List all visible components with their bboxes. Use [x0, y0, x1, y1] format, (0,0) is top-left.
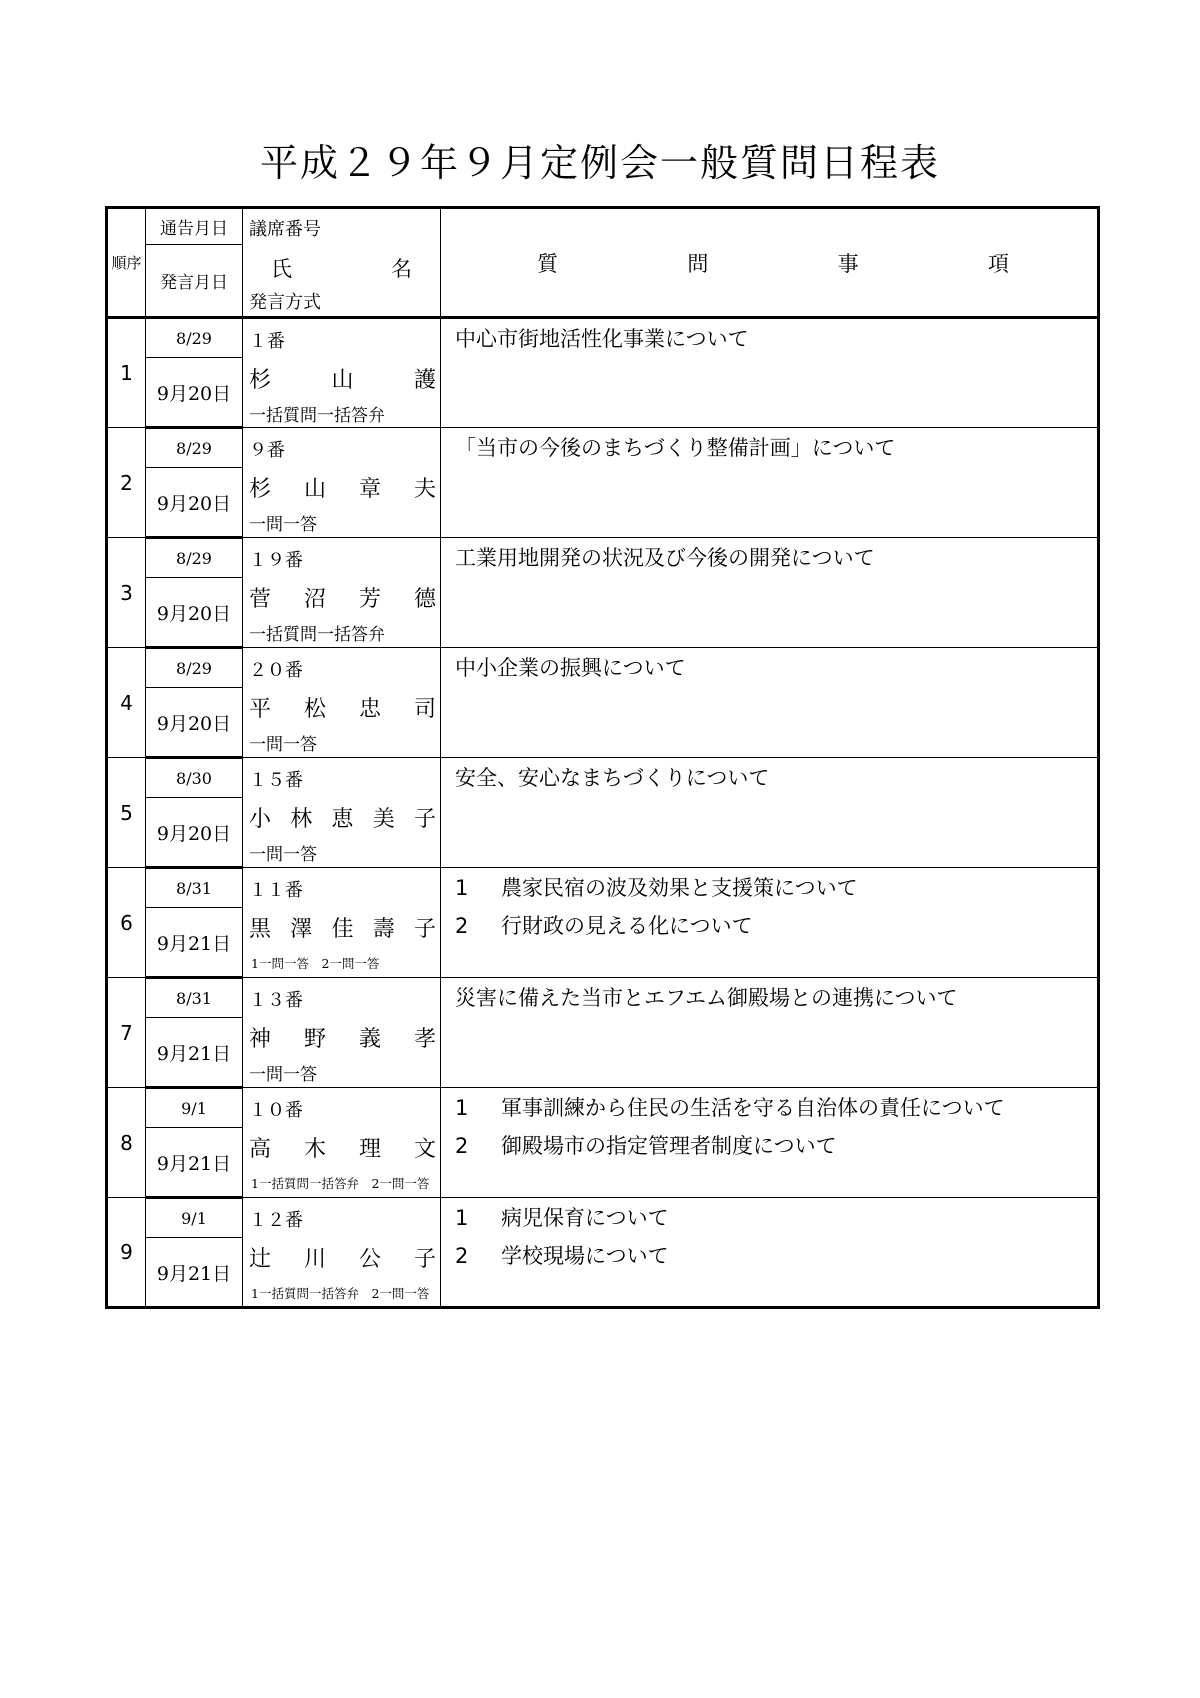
member-name-char: 子 — [413, 807, 436, 832]
table-row — [107, 538, 1099, 578]
member-name-char: 美 — [372, 807, 395, 832]
member-name — [249, 1022, 436, 1053]
member-cell — [243, 648, 441, 758]
seat-number: １３番 — [249, 990, 303, 1011]
member-name-char: 澤 — [290, 917, 313, 942]
topic-text: 災害に備えた当市とエフエム御殿場との連携について — [455, 986, 958, 1010]
row-order: 8 — [107, 1088, 146, 1198]
topic-number: 1 — [455, 1096, 469, 1120]
notice-date: 9/1 — [146, 1088, 243, 1128]
header-name-char: 名 — [391, 257, 412, 281]
speech-method: 一問一答 — [249, 735, 317, 755]
topic-item — [455, 766, 1097, 804]
member-cell — [243, 758, 441, 868]
topic-cell — [441, 1088, 1099, 1198]
header-speech-date: 発言月日 — [146, 245, 243, 318]
header-topic-char: 項 — [987, 251, 1009, 276]
header-seat: 議席番号 — [249, 219, 321, 240]
topic-text: 「当市の今後のまちづくり整備計画」について — [455, 436, 896, 460]
topic-cell — [441, 1198, 1099, 1308]
speech-date: 9月20日 — [146, 798, 243, 868]
member-name — [249, 472, 436, 503]
member-name-char: 佳 — [331, 917, 354, 942]
row-order: 2 — [107, 428, 146, 538]
member-name — [249, 692, 436, 723]
header-topic-char: 問 — [687, 251, 709, 276]
speech-date: 9月21日 — [146, 1128, 243, 1198]
table-row — [107, 1088, 1099, 1128]
speech-method: 一問一答 — [249, 845, 317, 865]
header-order: 順序 — [107, 208, 146, 318]
member-cell — [243, 428, 441, 538]
notice-date: 8/31 — [146, 978, 243, 1018]
row-order: 6 — [107, 868, 146, 978]
topic-text: 中心市街地活性化事業について — [455, 327, 749, 351]
header-name-cell — [243, 208, 441, 318]
header-name — [271, 253, 412, 283]
member-name-char: 恵 — [331, 807, 354, 832]
topic-cell — [441, 428, 1099, 538]
member-cell — [243, 1088, 441, 1198]
member-name-char: 林 — [290, 807, 313, 832]
notice-date: 9/1 — [146, 1198, 243, 1238]
row-order: 1 — [107, 318, 146, 428]
member-cell — [243, 318, 441, 428]
member-name — [249, 1132, 436, 1163]
member-name-char: 神 — [249, 1027, 272, 1052]
member-cell — [243, 978, 441, 1088]
member-cell — [243, 1198, 441, 1308]
member-name-char: 木 — [303, 1137, 326, 1162]
member-name-char: 小 — [249, 807, 272, 832]
row-order: 9 — [107, 1198, 146, 1308]
header-notice-date: 通告月日 — [146, 208, 243, 245]
speech-method: 一括質問一括答弁 — [249, 406, 385, 426]
member-name-char: 川 — [303, 1247, 326, 1272]
topic-text: 中小企業の振興について — [455, 656, 686, 680]
table-row — [107, 428, 1099, 468]
table-row — [107, 318, 1099, 358]
header-row-top — [107, 208, 1099, 245]
member-name-char: 山 — [331, 368, 354, 393]
header-topic-char: 質 — [537, 251, 558, 276]
member-cell — [243, 538, 441, 648]
row-order: 4 — [107, 648, 146, 758]
member-name-char: 德 — [413, 587, 436, 612]
speech-method: 一問一答 — [249, 1065, 317, 1085]
speech-method: 1一問一答 2一問一答 — [251, 956, 380, 971]
topic-number: 1 — [455, 876, 469, 900]
header-method: 発言方式 — [249, 292, 321, 313]
topic-item — [455, 1096, 1097, 1134]
topic-text: 御殿場市の指定管理者制度について — [501, 1134, 837, 1158]
member-name-char: 山 — [303, 477, 326, 502]
header-topic-char: 事 — [837, 251, 859, 276]
topic-text: 病児保育について — [501, 1206, 669, 1230]
speech-date: 9月20日 — [146, 468, 243, 538]
seat-number: ９番 — [249, 440, 285, 461]
member-name-char: 義 — [358, 1027, 381, 1052]
speech-date: 9月21日 — [146, 1018, 243, 1088]
member-name-char: 公 — [358, 1247, 381, 1272]
table-row — [107, 758, 1099, 798]
speech-date: 9月20日 — [146, 578, 243, 648]
seat-number: １５番 — [249, 770, 303, 791]
member-name-char: 章 — [358, 477, 381, 502]
header-name-char: 氏 — [271, 257, 292, 281]
member-name-char: 忠 — [358, 697, 381, 722]
topic-text: 行財政の見える化について — [501, 914, 753, 938]
member-name-char: 菅 — [249, 587, 272, 612]
schedule-table — [105, 206, 1100, 1309]
row-order: 5 — [107, 758, 146, 868]
seat-number: １９番 — [249, 550, 303, 571]
topic-item — [455, 986, 1097, 1024]
notice-date: 8/29 — [146, 318, 243, 358]
member-cell — [243, 868, 441, 978]
member-name-char: 夫 — [413, 477, 436, 502]
speech-date: 9月20日 — [146, 688, 243, 758]
topic-text: 工業用地開発の状況及び今後の開発について — [455, 546, 875, 570]
topic-cell — [441, 538, 1099, 648]
schedule-table-body — [107, 208, 1099, 1308]
member-name — [249, 363, 436, 394]
member-name-char: 松 — [303, 697, 326, 722]
table-row — [107, 1198, 1099, 1238]
topic-item — [455, 1134, 1097, 1172]
speech-method: 1一括質問一括答弁 2一問一答 — [251, 1286, 430, 1301]
page-title: 平成２９年９月定例会一般質問日程表 — [259, 141, 940, 185]
member-name — [249, 1242, 436, 1273]
table-row — [107, 978, 1099, 1018]
member-name-char: 黒 — [249, 917, 272, 942]
seat-number: １番 — [249, 331, 285, 352]
notice-date: 8/29 — [146, 428, 243, 468]
row-order: 3 — [107, 538, 146, 648]
speech-method: 一問一答 — [249, 515, 317, 535]
topic-item — [455, 436, 1097, 474]
seat-number: １２番 — [249, 1210, 303, 1231]
topic-number: 2 — [455, 1244, 469, 1268]
topic-item — [455, 876, 1097, 914]
notice-date: 8/31 — [146, 868, 243, 908]
topic-item — [455, 656, 1097, 694]
topic-text: 安全、安心なまちづくりについて — [455, 766, 770, 790]
topic-text: 軍事訓練から住民の生活を守る自治体の責任について — [501, 1096, 1005, 1120]
topic-number: 2 — [455, 1134, 469, 1158]
member-name-char: 護 — [413, 368, 436, 393]
speech-method: 一括質問一括答弁 — [249, 625, 385, 645]
member-name-char: 杉 — [249, 368, 272, 393]
topic-cell — [441, 758, 1099, 868]
member-name — [249, 582, 436, 613]
topic-item — [455, 546, 1097, 584]
member-name-char: 子 — [413, 917, 436, 942]
topic-item — [455, 327, 1097, 365]
member-name-char: 孝 — [413, 1027, 436, 1052]
member-name-char: 理 — [358, 1137, 381, 1162]
row-order: 7 — [107, 978, 146, 1088]
member-name-char: 芳 — [358, 587, 381, 612]
member-name-char: 平 — [249, 697, 272, 722]
speech-date: 9月21日 — [146, 1238, 243, 1308]
seat-number: １０番 — [249, 1100, 303, 1121]
topic-text: 農家民宿の波及効果と支援策について — [501, 876, 858, 900]
notice-date: 8/29 — [146, 538, 243, 578]
topic-number: 2 — [455, 914, 469, 938]
topic-item — [455, 914, 1097, 952]
topic-cell — [441, 318, 1099, 428]
member-name-char: 杉 — [249, 477, 272, 502]
member-name-char: 子 — [413, 1247, 436, 1272]
member-name — [249, 912, 436, 943]
member-name-char: 沼 — [303, 587, 326, 612]
seat-number: ２０番 — [249, 660, 303, 681]
member-name-char: 文 — [413, 1137, 436, 1162]
seat-number: １１番 — [249, 880, 303, 901]
member-name-char: 司 — [413, 697, 436, 722]
member-name-char: 壽 — [372, 917, 395, 942]
member-name-char: 辻 — [249, 1247, 272, 1272]
topic-cell — [441, 868, 1099, 978]
notice-date: 8/29 — [146, 648, 243, 688]
notice-date: 8/30 — [146, 758, 243, 798]
topic-item — [455, 1206, 1097, 1244]
member-name — [249, 802, 436, 833]
table-row — [107, 648, 1099, 688]
topic-item — [455, 1244, 1097, 1282]
topic-text: 学校現場について — [501, 1244, 669, 1268]
topic-cell — [441, 978, 1099, 1088]
member-name-char: 高 — [249, 1137, 272, 1162]
topic-number: 1 — [455, 1206, 469, 1230]
speech-date: 9月21日 — [146, 908, 243, 978]
member-name-char: 野 — [303, 1027, 326, 1052]
topic-cell — [441, 648, 1099, 758]
table-row — [107, 868, 1099, 908]
speech-method: 1一括質問一括答弁 2一問一答 — [251, 1176, 430, 1191]
speech-date: 9月20日 — [146, 358, 243, 428]
header-topic — [441, 208, 1099, 318]
